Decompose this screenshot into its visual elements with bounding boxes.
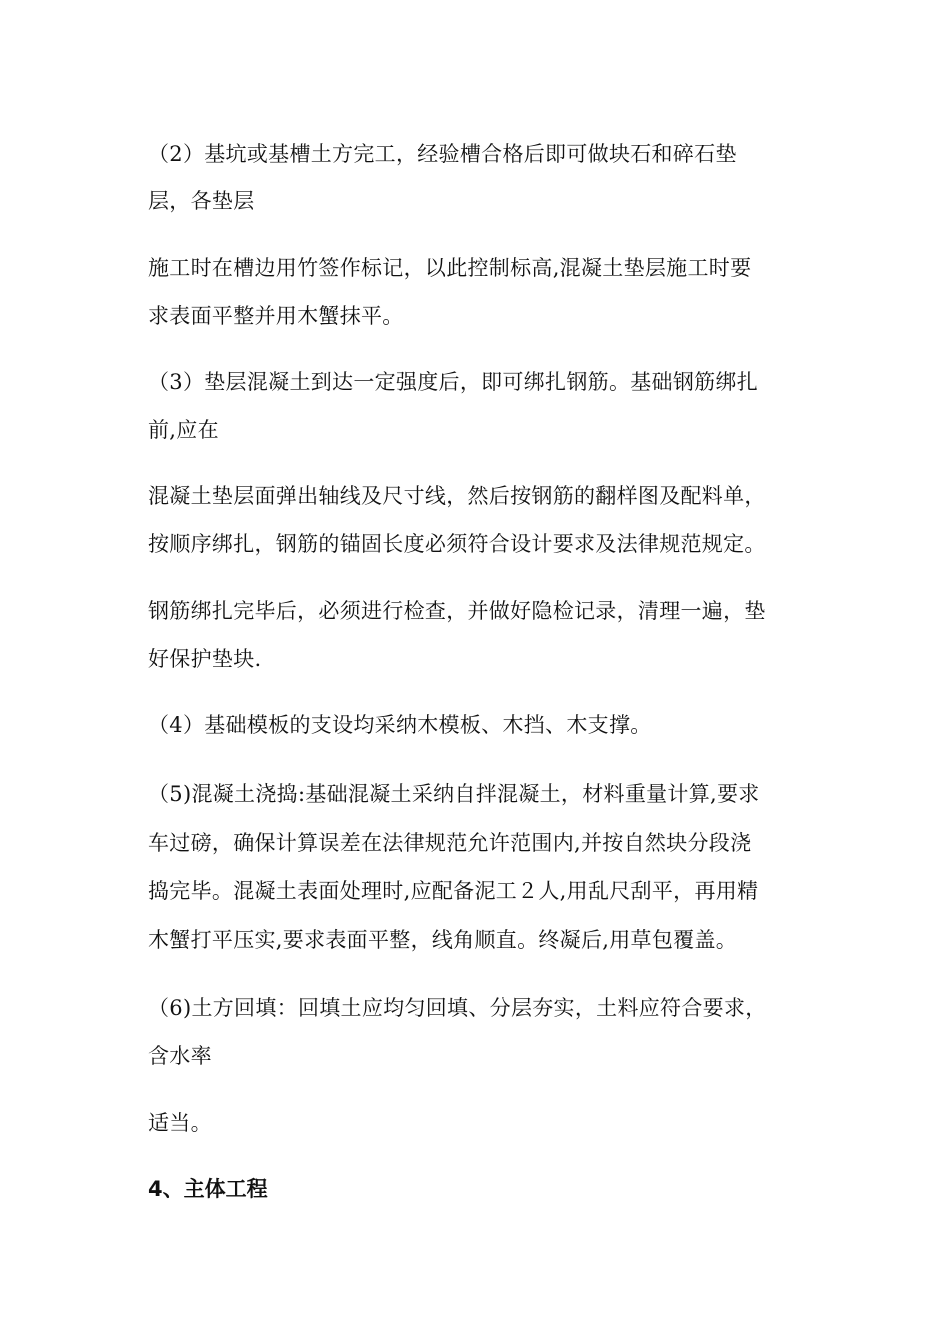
paragraph-7-line-2: 车过磅，确保计算误差在法律规范允许范围内,并按自然块分段浇 (148, 831, 752, 855)
paragraph-8-line-1: （6)土方回填：回填土应均匀回填、分层夯实，土料应符合要求， (148, 996, 767, 1020)
paragraph-3-line-1: （3）垫层混凝土到达一定强度后，即可绑扎钢筋。基础钢筋绑扎 (148, 370, 759, 394)
paragraph-7-line-3: 捣完毕。混凝土表面处理时,应配备泥工２人,用乱尺刮平，再用精 (148, 879, 759, 903)
paragraph-4-line-2: 按顺序绑扎，钢筋的锚固长度必须符合设计要求及法律规范规定。 (148, 532, 766, 556)
paragraph-7-line-1: （5)混凝土浇捣:基础混凝土采纳自拌混凝土，材料重量计算,要求 (148, 782, 760, 806)
paragraph-5-line-2: 好保护垫块. (148, 647, 262, 671)
paragraph-1-line-1: （2）基坑或基槽土方完工，经验槽合格后即可做块石和碎石垫 (148, 142, 737, 166)
paragraph-7-line-4: 木蟹打平压实,要求表面平整，线角顺直。终凝后,用草包覆盖。 (148, 928, 738, 952)
paragraph-3-line-2: 前,应在 (148, 418, 219, 442)
section-heading: 4、主体工程 (148, 1177, 268, 1201)
paragraph-2-line-1: 施工时在槽边用竹签作标记，以此控制标高,混凝土垫层施工时要 (148, 256, 752, 280)
paragraph-6-line-1: （4）基础模板的支设均采纳木模板、木挡、木支撑。 (148, 713, 652, 737)
paragraph-4-line-1: 混凝土垫层面弹出轴线及尺寸线，然后按钢筋的翻样图及配料单， (148, 484, 766, 508)
paragraph-1-line-2: 层，各垫层 (148, 189, 255, 213)
paragraph-5-line-1: 钢筋绑扎完毕后，必须进行检查，并做好隐检记录，清理一遍，垫 (148, 599, 766, 623)
paragraph-8-line-2: 含水率 (148, 1044, 212, 1068)
paragraph-9-line-1: 适当。 (148, 1111, 212, 1135)
paragraph-2-line-2: 求表面平整并用木蟹抹平。 (148, 304, 404, 328)
